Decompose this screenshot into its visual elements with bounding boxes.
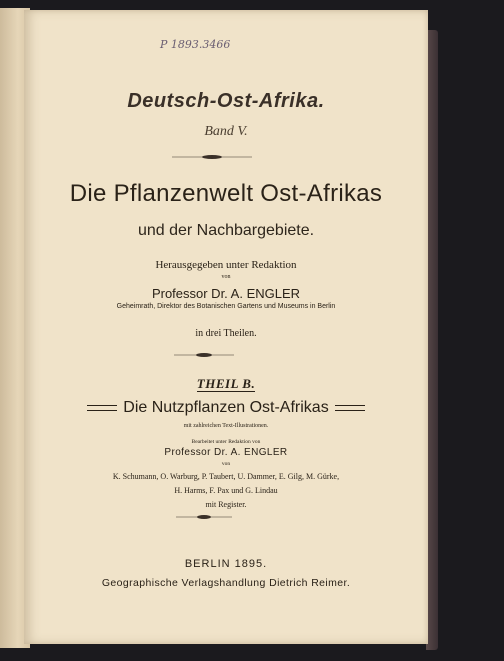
part-title: Die Nutzpflanzen Ost-Afrikas (123, 399, 329, 416)
ornament-divider-2 (174, 350, 234, 360)
editor-von: von (221, 274, 231, 280)
manuscript-note: P 1893.3466 (160, 38, 231, 51)
editor-name: Professor Dr. A. ENGLER (151, 286, 301, 301)
volume-label: Band V. (204, 124, 248, 139)
contributors-von: von (221, 461, 231, 467)
place-year: BERLIN 1895. (184, 558, 268, 570)
main-title: Die Pflanzenwelt Ost-Afrikas (69, 180, 383, 207)
title-page (24, 10, 428, 644)
part-editor: Professor Dr. A. ENGLER (164, 447, 288, 458)
publisher: Geographische Verlagshandlung Dietrich Reimer. (101, 577, 351, 589)
editor-intro: Herausgegeben unter Redaktion (155, 259, 297, 271)
ornament-divider-3 (176, 512, 232, 522)
subtitle: und der Nachbargebiete. (137, 222, 315, 239)
illustrations-note: mit zahlreichen Text-Illustrationen. (183, 423, 269, 429)
contributors-line-2: H. Harms, F. Pax und G. Lindau (174, 486, 278, 495)
series-title: Deutsch-Ost-Afrika. (127, 90, 325, 112)
part-editor-intro: Bearbeitet unter Redaktion von (191, 439, 261, 445)
editor-title: Geheimrath, Direktor des Botanischen Gartens und Museums in Berlin (116, 303, 336, 310)
ornament-divider-1 (172, 152, 252, 162)
part-label-text: THEIL B. (196, 376, 256, 391)
contributors-line-1: K. Schumann, O. Warburg, P. Taubert, U. Dammer, E. Gilg, M. Gürke, (112, 472, 340, 481)
register-note: mit Register. (205, 500, 247, 509)
left-rule (87, 405, 117, 411)
parts-count: in drei Theilen. (195, 328, 257, 339)
part-title-row (24, 399, 428, 417)
part-label (24, 376, 428, 392)
right-rule (335, 405, 365, 411)
